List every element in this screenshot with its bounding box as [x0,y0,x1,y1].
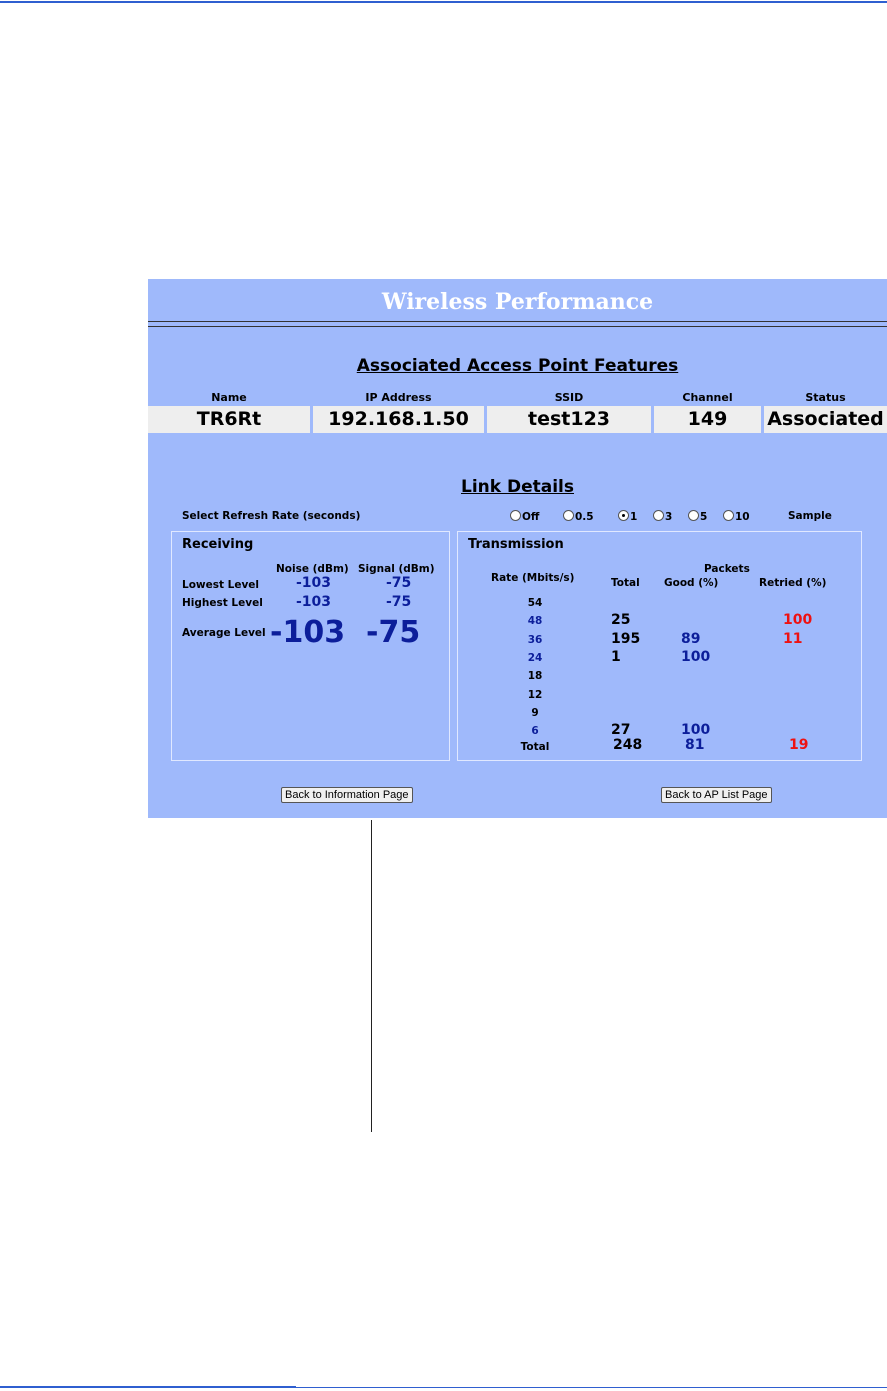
refresh-option-off[interactable]: Off [510,510,539,523]
total-cell: 1 [611,648,621,665]
signal-header: Signal (dBm) [358,563,435,575]
callout-line [371,820,372,1132]
ap-channel-label: Channel [682,391,733,404]
good-cell: 89 [681,630,701,647]
ap-ip-label: IP Address [365,391,432,404]
rate-cell: 12 [527,688,543,701]
good-cell: 100 [681,648,711,665]
average-level-label: Average Level [182,627,266,639]
lowest-noise-value: -103 [296,575,332,591]
sample-label: Sample [788,510,832,522]
title-divider [148,321,887,322]
total-row-retried: 19 [789,737,809,753]
ap-status-value: Associated [764,406,887,433]
radio-icon[interactable] [563,510,574,521]
ap-name-label: Name [211,391,247,404]
highest-signal-value: -75 [386,594,412,610]
highest-noise-value: -103 [296,594,332,610]
refresh-option-3[interactable]: 3 [653,510,672,523]
page-bottom-rule [0,1387,887,1388]
ap-channel-value: 149 [654,406,761,433]
refresh-option-0-5[interactable]: 0.5 [563,510,594,523]
refresh-option-1[interactable]: 1 [618,510,637,523]
link-details-heading: Link Details [461,477,574,497]
total-cell: 25 [611,612,631,629]
total-header: Total [611,577,640,589]
total-row-good: 81 [685,737,705,753]
highest-level-label: Highest Level [182,597,263,609]
total-row-total: 248 [613,737,643,753]
rate-cell: 48 [527,615,543,628]
lowest-level-label: Lowest Level [182,579,260,591]
ap-name-value: TR6Rt [148,406,310,433]
refresh-option-5[interactable]: 5 [688,510,707,523]
retried-cell: 11 [783,630,803,647]
transmission-title: Transmission [468,537,564,552]
radio-icon[interactable] [688,510,699,521]
average-noise-value: -103 [270,615,346,650]
good-header: Good (%) [664,577,719,589]
rate-header: Rate (Mbits/s) [491,572,575,584]
back-to-ap-list-button[interactable]: Back to AP List Page [661,787,772,803]
refresh-option-10[interactable]: 10 [723,510,750,523]
radio-icon[interactable] [510,510,521,521]
rate-cell: 9 [531,706,539,719]
rate-cell: 54 [527,597,543,609]
total-cell: 27 [611,722,631,739]
ap-ip-value: 192.168.1.50 [313,406,484,433]
lowest-signal-value: -75 [386,575,412,591]
ap-status-label: Status [805,391,846,404]
radio-selected-icon[interactable] [618,510,629,521]
average-signal-value: -75 [366,615,421,650]
radio-icon[interactable] [723,510,734,521]
back-to-information-button[interactable]: Back to Information Page [281,787,413,803]
ap-ssid-label: SSID [554,391,584,404]
page-top-rule [0,1,887,3]
rate-cell: 36 [527,633,543,646]
retried-header: Retried (%) [759,577,827,589]
page-title: Wireless Performance [381,289,654,315]
title-divider-2 [148,326,887,327]
receiving-title: Receiving [182,537,254,552]
radio-icon[interactable] [653,510,664,521]
ap-ssid-value: test123 [487,406,651,433]
rate-cell: 6 [531,725,539,738]
good-cell: 100 [681,722,711,739]
total-row-label: Total [520,741,550,753]
retried-cell: 100 [783,612,813,629]
total-cell: 195 [611,630,641,647]
rate-cell: 18 [527,670,543,683]
ap-features-heading: Associated Access Point Features [356,356,679,376]
noise-header: Noise (dBm) [276,563,349,575]
refresh-rate-label: Select Refresh Rate (seconds) [182,510,361,522]
packets-header: Packets [704,563,750,575]
rate-cell: 24 [527,651,543,664]
wireless-performance-panel [148,279,887,818]
